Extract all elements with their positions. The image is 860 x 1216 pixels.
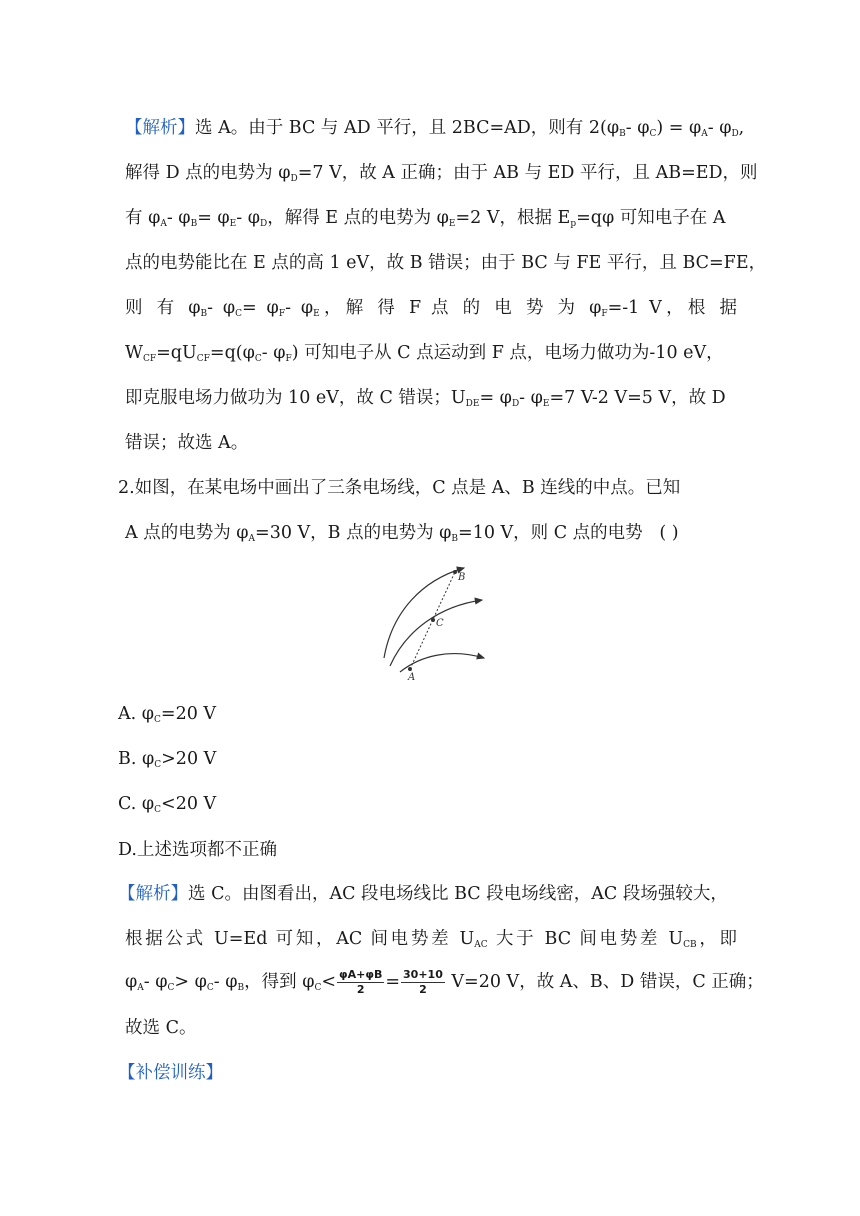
solution-analysis-tag: 【解析】 xyxy=(118,884,188,904)
supplement-heading: 【补偿训练】 xyxy=(118,1063,223,1083)
label-b: B xyxy=(458,572,466,583)
point-a xyxy=(408,667,412,671)
fraction-number: $\frac{30+10}{2}$ xyxy=(403,968,443,996)
question-line-2: A 点的电势为 $\varphi_A=30$ V，B 点的电势为 $\varphi_B=10$ V，则 C 点的电势 ( ) xyxy=(125,523,679,544)
prev-solution-line-7: 即克服电场力做功为 10 eV，故 C 错误；$U_{DE}= \varphi_D-$ $\varphi_E=7$ V-2 V=5 V，故 D xyxy=(125,388,726,409)
option-c: C. $\varphi_C<20$ V xyxy=(118,794,217,815)
option-a: A. $\varphi_C=20$ V xyxy=(118,704,217,725)
field-lines-figure xyxy=(378,560,494,684)
analysis-tag: 【解析】 xyxy=(125,118,195,138)
prev-solution-line-3: 有 $\varphi_A-$ $\varphi_B= \varphi_E-$ $\varphi_D$，解得 E 点的电势为 $\varphi_E=2$ V，根据 $E_p=q\varphi$ 可知电子在 A xyxy=(125,208,726,229)
point-b xyxy=(453,570,457,574)
solution-line-2: 根据公式 U=Ed 可知，AC 间电势差 $U_{AC}$ 大于 BC 间电势差 $U_{CB}$，即 xyxy=(125,929,738,950)
prev-solution-line-2: 解得 D 点的电势为 $\varphi_D=7$ V，故 A 正确；由于 AB 与 ED 平行，且 AB=ED，则 xyxy=(125,163,758,184)
fraction-phi: $\frac{\varphi A+\varphi B}{2}$ xyxy=(339,968,383,996)
prev-solution-line-5: 则 有 $\varphi_B-$ $\varphi_C= \varphi_F-$ $\varphi_E$，解 得 F 点 的 电 势 为 $\varphi_F=-1$ V，根 据 xyxy=(125,298,737,319)
label-c: C xyxy=(436,618,444,629)
option-b: B. $\varphi_C>20$ V xyxy=(118,749,217,770)
field-line-top xyxy=(384,568,464,658)
prev-solution-line-4: 点的电势能比在 E 点的高 1 eV，故 B 错误；由于 BC 与 FE 平行，且 BC=FE， xyxy=(125,253,767,273)
solution-line-4: 故选 C。 xyxy=(125,1018,197,1038)
solution-line-3: $\varphi_A-$ $\varphi_C> \varphi_C-$ $\varphi_B$，得到 $\varphi_C<$ $\frac{\varphi A+\varphi B}{2}$ = $\frac{30+10}{2}$ V=20 V，故 A、B、D 错误，C 正确； xyxy=(125,968,764,996)
prev-solution-line-6: $W_{CF}=qU_{CF}=q(\varphi_C-$ $\varphi_F$) 可知电子从 C 点运动到 F 点，电场力做功为-10 eV， xyxy=(125,343,724,364)
prev-solution-line-1: 【解析】选 A。由于 BC 与 AD 平行，且 2BC=AD，则有 $2(\varphi_B-$ $\varphi_C) = \varphi_A-$ $\varphi_D$, xyxy=(125,118,745,139)
field-line-bottom xyxy=(400,654,484,672)
prev-solution-line-8: 错误；故选 A。 xyxy=(125,433,249,453)
answer-bracket: ( ) xyxy=(659,523,679,543)
point-c xyxy=(431,618,435,622)
option-d: D.上述选项都不正确 xyxy=(118,840,277,860)
label-a: A xyxy=(408,672,416,683)
solution-line-1: 【解析】选 C。由图看出，AC 段电场线比 BC 段电场线密，AC 段场强较大， xyxy=(118,884,728,904)
question-line-1: 2.如图，在某电场中画出了三条电场线，C 点是 A、B 连线的中点。已知 xyxy=(118,478,681,498)
